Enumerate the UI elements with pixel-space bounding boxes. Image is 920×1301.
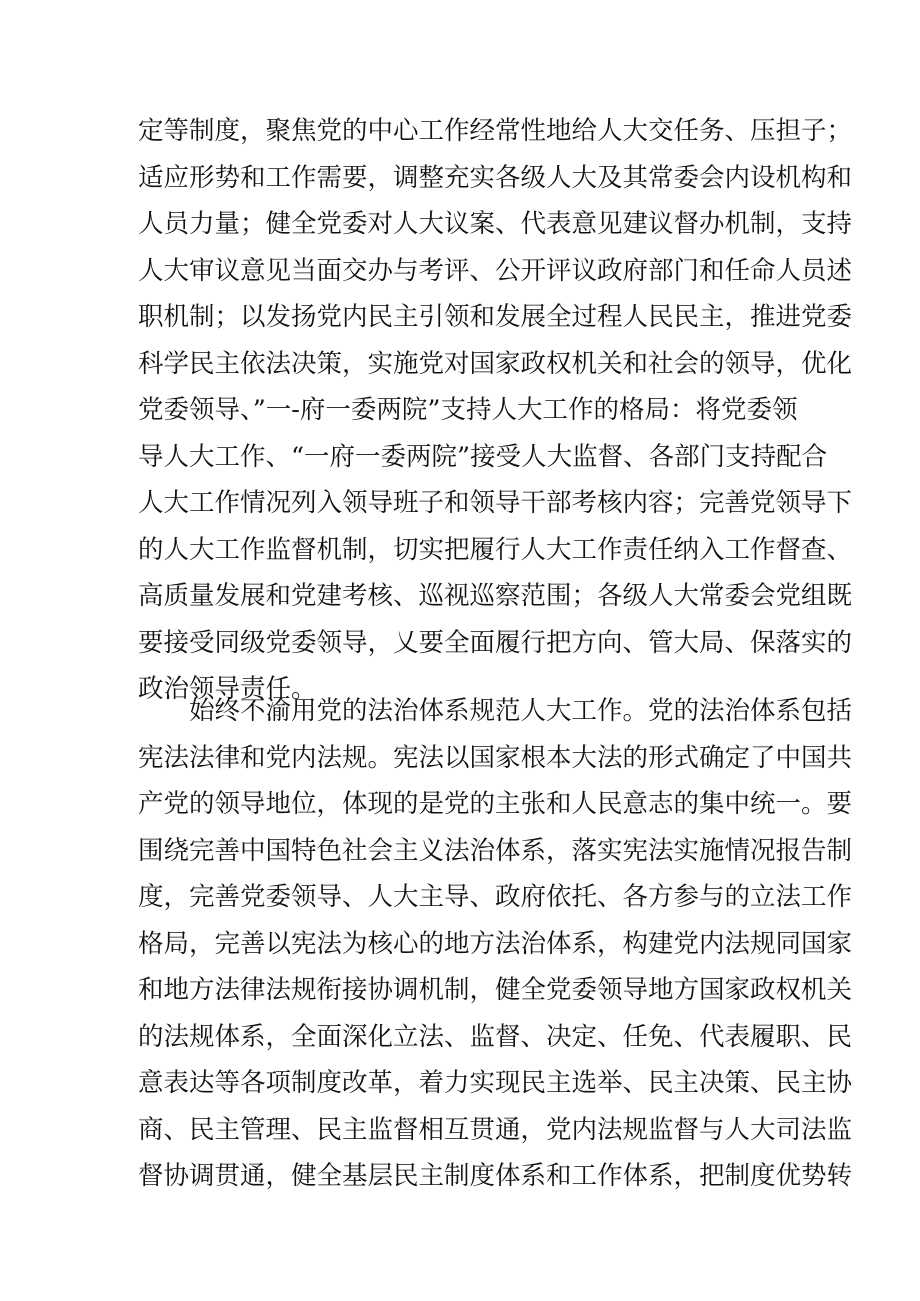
paragraph-line: 和地方法律法规衔接协调机制，健全党委领导地方国家政权机关 bbox=[138, 975, 853, 1005]
paragraph-line: 定等制度，聚焦党的中心工作经常性地给人大交任务、压担子； bbox=[138, 116, 853, 146]
paragraph-line: 围绕完善中国特色社会主义法治体系，落实宪法实施情况报告制 bbox=[138, 835, 853, 866]
paragraph-line: 导人大工作、“一府一委两院”接受人大监督、各部门支持配合 bbox=[138, 441, 828, 472]
paragraph-line: 职机制；以发扬党内民主引领和发展全过程人民民主，推进党委 bbox=[138, 302, 853, 332]
paragraph-line: 科学民主依法决策，实施党对国家政权机关和社会的领导，优化 bbox=[138, 348, 853, 379]
paragraph-line: 意表达等各项制度改革，着力实现民主选举、民主决策、民主协 bbox=[138, 1068, 853, 1098]
paragraph-line: 人大工作情况列入领导班子和领导干部考核内容；完善党领导下 bbox=[138, 488, 853, 518]
paragraph-line: 格局，完善以宪法为核心的地方法治体系，构建党内法规同国家 bbox=[138, 928, 853, 959]
paragraph-line: 商、民主管理、民主监督相互贯通，党内法规监督与人大司法监 bbox=[138, 1114, 853, 1145]
paragraph-line: 督协调贯通，健全基层民主制度体系和工作体系，把制度优势转 bbox=[138, 1161, 853, 1191]
paragraph-line: 的人大工作监督机制，切实把履行人大工作责任纳入工作督查、 bbox=[138, 534, 853, 565]
paragraph-line: 要接受同级党委领导，乂要全面履行把方向、管大局、保落实的 bbox=[138, 627, 853, 658]
paragraph-line: 的法规体系，全面深化立法、监督、决定、任免、代表履职、民 bbox=[138, 1021, 853, 1052]
paragraph-line: 政治领导责任。 bbox=[138, 674, 317, 704]
paragraph-line: 人大审议意见当面交办与考评、公开评议政府部门和任命人员述 bbox=[138, 255, 853, 286]
paragraph-line: 度，完善党委领导、人大主导、政府依托、各方参与的立法工作 bbox=[138, 882, 853, 912]
paragraph-line: 党委领导、”一-府一委两院”支持人大工作的格局：将党委领 bbox=[138, 395, 798, 425]
paragraph-line: 始终不渝用党的法治体系规范人大工作。党的法治体系包括 bbox=[189, 696, 853, 726]
paragraph-1 bbox=[138, 108, 853, 713]
paragraph-2 bbox=[138, 688, 853, 1200]
paragraph-line: 人员力量；健全党委对人大议案、代表意见建议督办机制，支持 bbox=[138, 209, 853, 239]
paragraph-line: 适应形势和工作需要，调整充实各级人大及其常委会内设机构和 bbox=[138, 162, 853, 193]
paragraph-line: 高质量发展和党建考核、巡视巡察范围；各级人大常委会党组既 bbox=[138, 581, 853, 611]
paragraph-line: 宪法法律和党内法规。宪法以国家根本大法的形式确定了中国共 bbox=[138, 742, 853, 773]
paragraph-line: 产党的领导地位，体现的是党的主张和人民意志的集中统一。要 bbox=[138, 789, 853, 819]
